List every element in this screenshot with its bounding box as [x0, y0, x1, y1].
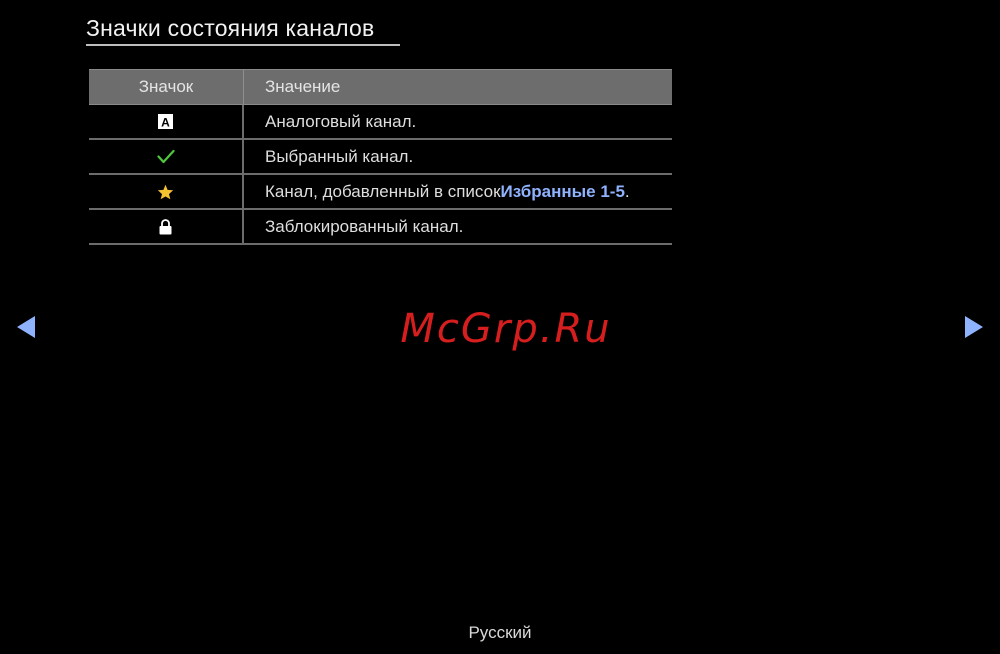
icon-cell — [89, 105, 244, 138]
table-header-row — [89, 69, 672, 105]
table-row — [89, 105, 672, 140]
icon-cell — [89, 210, 244, 243]
table-row — [89, 140, 672, 175]
meaning-text: Канал, добавленный в список — [265, 181, 501, 201]
meaning-cell: Заблокированный канал. — [265, 216, 464, 236]
header-icon-column: Значок — [89, 70, 244, 104]
page-title: Значки состояния каналов — [86, 15, 375, 41]
icon-cell — [89, 175, 244, 208]
lock-icon — [159, 219, 172, 235]
watermark: McGrp.Ru — [400, 306, 612, 352]
checkmark-icon — [157, 149, 175, 164]
svg-text:A: A — [161, 115, 170, 129]
table-row — [89, 210, 672, 245]
meaning-suffix: . — [624, 181, 630, 201]
footer-language-label: Русский — [468, 623, 532, 642]
channel-status-icons-table — [89, 69, 672, 245]
table-row — [89, 175, 672, 210]
header-meaning-column: Значение — [265, 77, 341, 96]
analog-a-icon — [158, 114, 173, 129]
meaning-cell — [244, 175, 672, 208]
star-icon — [157, 184, 174, 200]
meaning-cell: Аналоговый канал. — [265, 111, 417, 131]
icon-cell — [89, 140, 244, 173]
meaning-cell: Выбранный канал. — [265, 146, 414, 166]
title-underline — [86, 44, 400, 46]
favorites-highlight: Избранные 1-5 — [500, 181, 625, 201]
